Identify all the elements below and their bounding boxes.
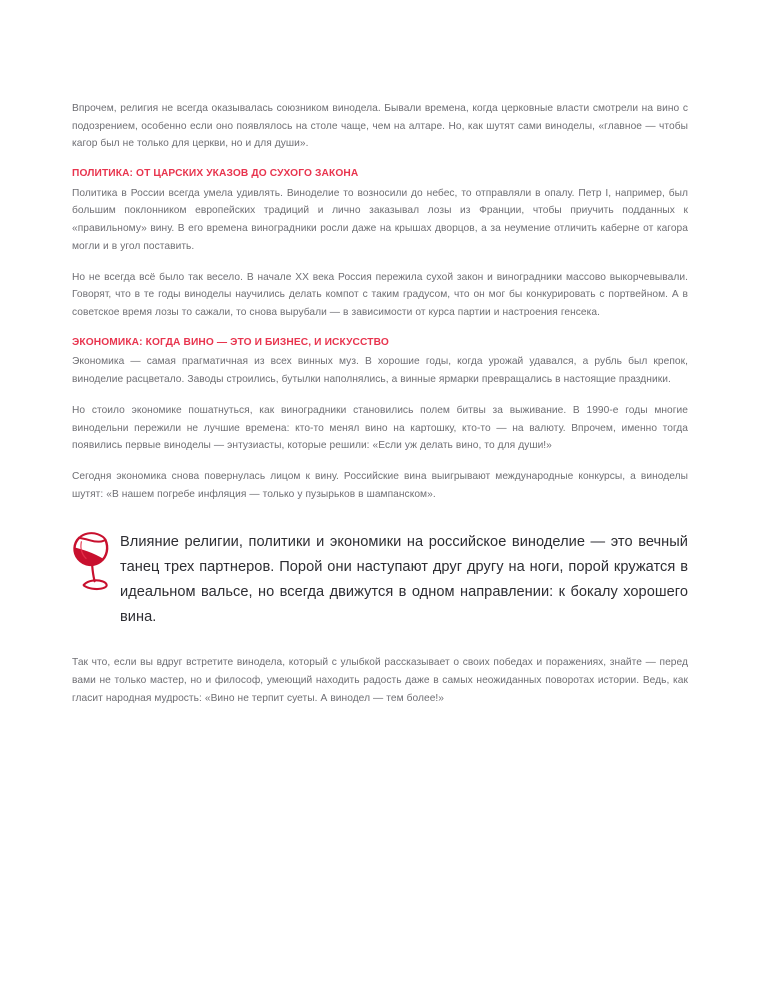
paragraph-economics-1: Экономика — самая прагматичная из всех винных муз. В хорошие годы, когда урожай удавался, а рубль был крепок, виноделие расцветало. Заводы строились, бутылки наполнялись, а винные ярмарки превращались в настоящие праздники. xyxy=(72,356,688,386)
paragraph-intro: Впрочем, религия не всегда оказывалась союзником винодела. Бывали времена, когда церковные власти смотрели на вино с подозрением, особенно если оно появлялось на столе чаще, чем на алтаре. Но, как шутят сами виноделы, «главное — чтобы кагор был не только для церкви, но и для души». xyxy=(72,103,688,150)
paragraph-closing: Так что, если вы вдруг встретите винодела, который с улыбкой рассказывает о своих победах и поражениях, знайте — перед вами не только мастер, но и философ, умеющий находить радость даже в самых неожиданных поворотах истории. Ведь, как гласит народная мудрость: «Вино не терпит суеты. А винодел — тем более!» xyxy=(72,657,688,704)
section-heading-economics: ЭКОНОМИКА: КОГДА ВИНО — ЭТО И БИЗНЕС, И ИСКУССТВО xyxy=(72,336,389,348)
pullquote-text: Влияние религии, политики и экономики на российское виноделие — это вечный танец трех партнеров. Порой они наступают друг другу на ноги, порой кружатся в идеальном вальсе, но всегда движутся в одном направлении: к бокалу хорошего вина. xyxy=(120,533,688,626)
pullquote-block xyxy=(72,530,688,631)
paragraph-economics-3: Сегодня экономика снова повернулась лицом к вину. Российские вина выигрывают международные конкурсы, а виноделы шутят: «В нашем погребе инфляция — только у пузырьков в шампанском». xyxy=(72,471,688,500)
section-heading-politics: ПОЛИТИКА: ОТ ЦАРСКИХ УКАЗОВ ДО СУХОГО ЗАКОНА xyxy=(72,168,359,180)
paragraph-politics-1: Политика в России всегда умела удивлять. Виноделие то возносили до небес, то отправляли в опалу. Петр I, например, был большим поклонником европейских традиций и лично заказывал лозы из Франции, чтобы приучить подданных к «правильному» вину. В его времена виноградники росли даже на крышах дворцов, а за неумение отличить каберне от кагора могли и в угол поставить. xyxy=(72,187,688,252)
paragraph-economics-2: Но стоило экономике пошатнуться, как виноградники становились полем битвы за выживание. В 1990-е годы многие винодельни пережили не лучшие времена: кто-то менял вино на картошку, кто-то — на валюту. Впрочем, именно тогда появились первые виноделы — энтузиасты, которые решили: «Если уж делать вино, то для души!» xyxy=(72,405,688,452)
article-content xyxy=(72,100,688,707)
paragraph-politics-2: Но не всегда всё было так весело. В начале XX века Россия пережила сухой закон и виноградники массово выкорчевывали. Говорят, что в те годы виноделы научились делать компот с таким градусом, что он мог бы конкурировать с портвейном. А в советское время лозы то сажали, то снова вырубали — в зависимости от курса партии и настроения генсека. xyxy=(72,271,688,318)
wine-glass-icon xyxy=(72,530,116,592)
